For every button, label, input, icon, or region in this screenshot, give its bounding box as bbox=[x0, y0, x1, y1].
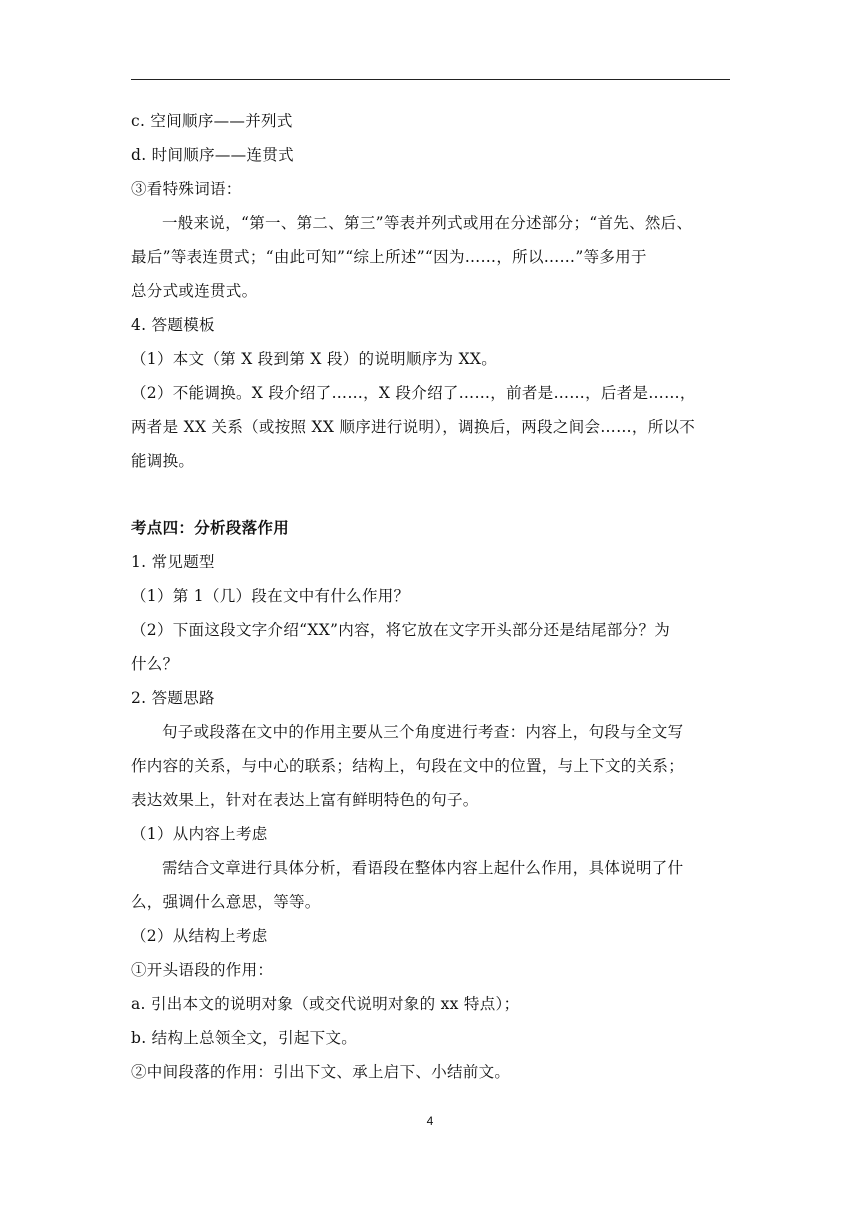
text-line: 两者是 XX 关系（或按照 XX 顺序进行说明），调换后，两段之间会……，所以不 bbox=[131, 418, 696, 436]
text-line: d. 时间顺序——连贯式 bbox=[131, 146, 294, 164]
text-line: ①开头语段的作用： bbox=[131, 961, 274, 979]
text-line: 一般来说，“第一、第二、第三”等表并列式或用在分述部分；“首先、然后、 bbox=[162, 214, 693, 232]
text-line: ②中间段落的作用：引出下文、承上启下、小结前文。 bbox=[131, 1063, 511, 1081]
text-line: 能调换。 bbox=[131, 452, 195, 470]
text-line: 作内容的关系，与中心的联系；结构上，句段在文中的位置，与上下文的关系； bbox=[131, 757, 685, 775]
text-line: 2. 答题思路 bbox=[131, 689, 215, 707]
text-line: 表达效果上，针对在表达上富有鲜明特色的句子。 bbox=[131, 791, 479, 809]
text-line: b. 结构上总领全文，引起下文。 bbox=[131, 1029, 358, 1047]
text-line: 最后”等表连贯式；“由此可知”“综上所述”“因为……，所以……”等多用于 bbox=[131, 248, 647, 266]
text-line: （1）本文（第 X 段到第 X 段）的说明顺序为 XX。 bbox=[131, 350, 498, 368]
text-line: 需结合文章进行具体分析，看语段在整体内容上起什么作用，具体说明了什 bbox=[162, 859, 684, 877]
text-line: ③看特殊词语： bbox=[131, 180, 242, 198]
page-number: 4 bbox=[426, 1114, 434, 1128]
text-line: （2）从结构上考虑 bbox=[131, 927, 268, 945]
text-line: 句子或段落在文中的作用主要从三个角度进行考查：内容上，句段与全文写 bbox=[162, 723, 684, 741]
text-line: （2）下面这段文字介绍“XX”内容，将它放在文字开头部分还是结尾部分？为 bbox=[131, 621, 671, 639]
text-line: 么，强调什么意思，等等。 bbox=[131, 893, 321, 911]
header-rule bbox=[131, 79, 730, 80]
text-line: c. 空间顺序——并列式 bbox=[131, 112, 293, 130]
text-line: （2）不能调换。X 段介绍了……，X 段介绍了……，前者是……，后者是……， bbox=[131, 384, 696, 402]
text-line: 总分式或连贯式。 bbox=[131, 282, 258, 300]
text-line: 4. 答题模板 bbox=[131, 316, 215, 334]
text-line: （1）第 1（几）段在文中有什么作用？ bbox=[131, 587, 410, 605]
text-line: a. 引出本文的说明对象（或交代说明对象的 xx 特点）； bbox=[131, 995, 520, 1013]
text-line: （1）从内容上考虑 bbox=[131, 825, 268, 843]
text-line: 什么？ bbox=[131, 655, 179, 673]
section-heading: 考点四：分析段落作用 bbox=[131, 518, 290, 537]
text-line: 1. 常见题型 bbox=[131, 553, 215, 571]
